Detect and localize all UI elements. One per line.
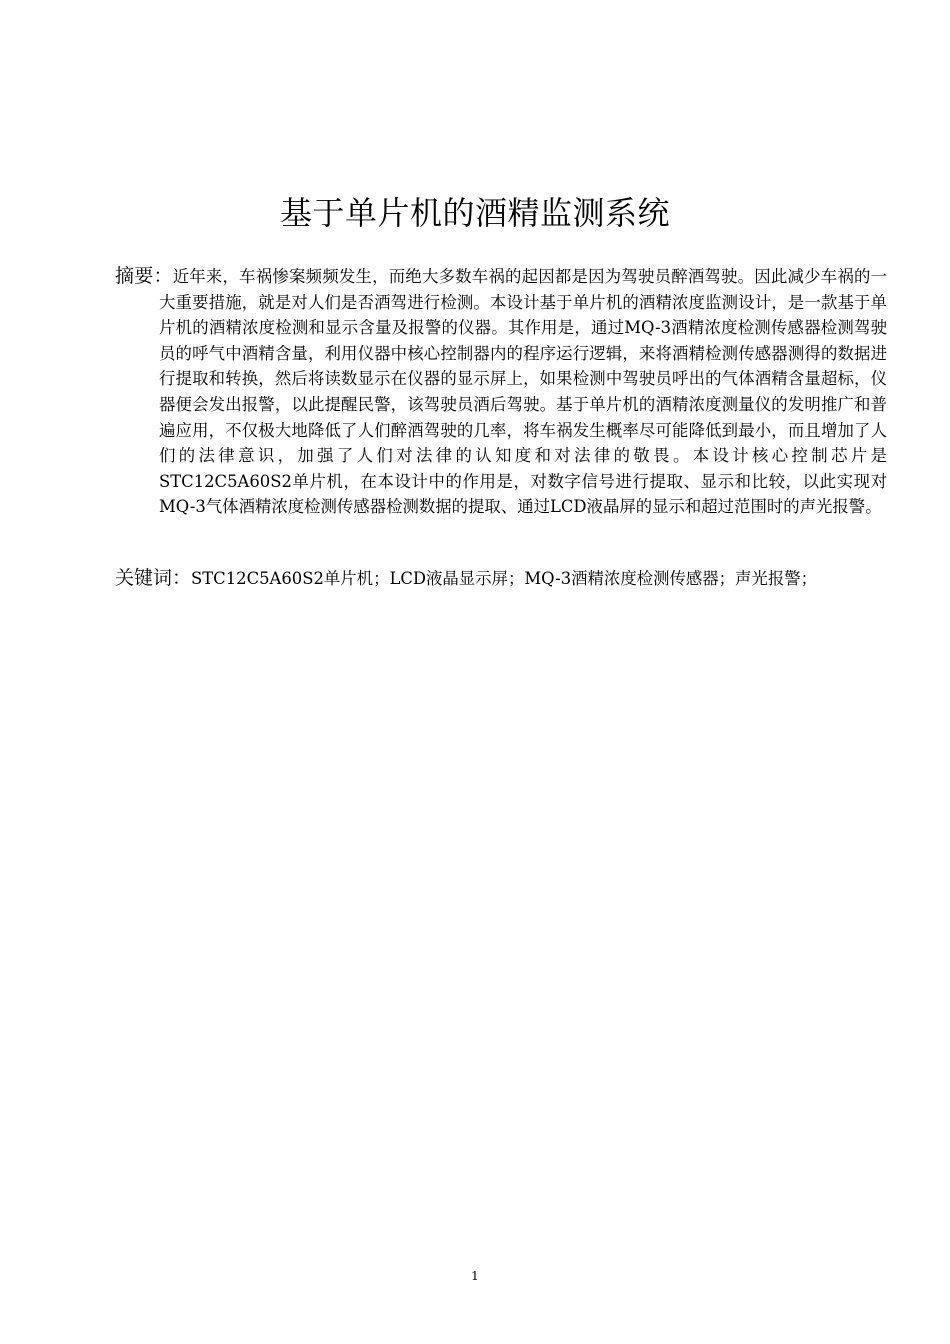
keywords-paragraph (115, 566, 855, 592)
abstract-text: 近年来，车祸惨案频频发生，而绝大多数车祸的起因都是因为驾驶员醉酒驾驶。因此减少车祸的一大重要措施，就是对人们是否酒驾进行检测。本设计基于单片机的酒精浓度监测设计，是一款基于单片机的酒精浓度检测和显示含量及报警的仪器。其作用是，通过MQ-3酒精浓度检测传感器检测驾驶员的呼气中酒精含量，利用仪器中核心控制器内的程序运行逻辑，来将酒精检测传感器测得的数据进行提取和转换，然后将读数显示在仪器的显示屏上，如果检测中驾驶员呼出的气体酒精含量超标，仪器便会发出报警，以此提醒民警，该驾驶员酒后驾驶。基于单片机的酒精浓度测量仪的发明推广和普遍应用，不仅极大地降低了人们醉酒驾驶的几率，将车祸发生概率尽可能降低到最小，而且增加了人们的法律意识，加强了人们对法律的认知度和对法律的敬畏。本设计核心控制芯片是STC12C5A60S2单片机，在本设计中的作用是，对数字信号进行提取、显示和比较，以此实现对MQ-3气体酒精浓度检测传感器检测数据的提取、通过LCD液晶屏的显示和超过范围时的声光报警。 (159, 267, 887, 517)
document-title: 基于单片机的酒精监测系统 (279, 194, 670, 232)
keywords-text: STC12C5A60S2单片机；LCD液晶显示屏；MQ-3酒精浓度检测传感器；声光报警； (191, 569, 818, 588)
abstract-label: 摘要： (115, 265, 173, 287)
page-number: 1 (471, 1269, 479, 1283)
abstract-paragraph (115, 264, 887, 520)
keywords-label: 关键词： (115, 567, 192, 589)
